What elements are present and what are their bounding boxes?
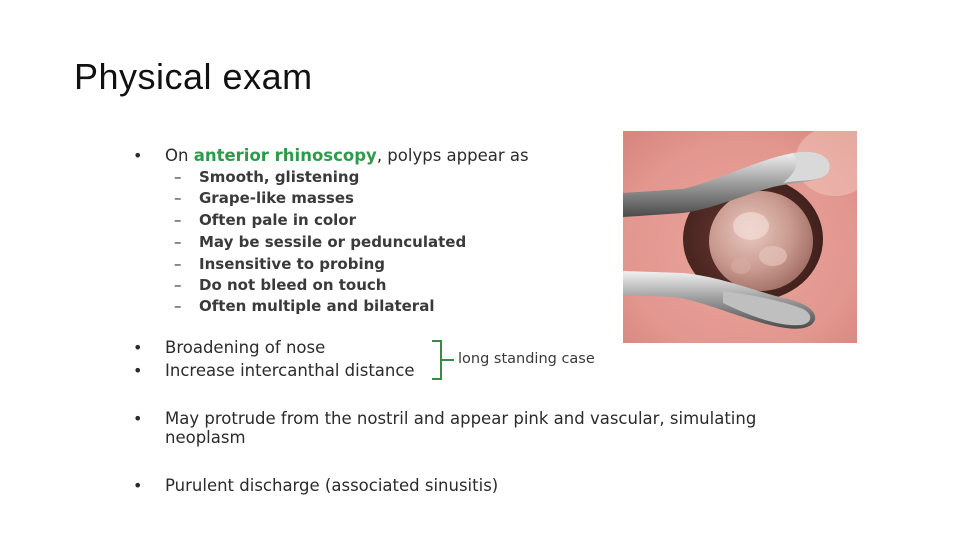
slide-title: Physical exam bbox=[74, 56, 313, 97]
feature-item: Often multiple and bilateral bbox=[199, 297, 435, 315]
feature-item: Do not bleed on touch bbox=[199, 276, 387, 294]
feature-item: Often pale in color bbox=[199, 211, 357, 229]
dash-marker: – bbox=[174, 233, 182, 251]
bullet-marker: • bbox=[133, 338, 143, 357]
intro-suffix: , polyps appear as bbox=[376, 146, 529, 165]
rhinoscopy-photo bbox=[623, 131, 857, 343]
protrude-line-2: neoplasm bbox=[165, 428, 246, 447]
long-standing-note: long standing case bbox=[458, 351, 595, 367]
long-standing-item: Broadening of nose bbox=[165, 338, 326, 357]
bullet-marker: • bbox=[133, 476, 143, 495]
feature-item: May be sessile or pedunculated bbox=[199, 233, 467, 251]
intro-prefix: On bbox=[165, 146, 194, 165]
dash-marker: – bbox=[174, 168, 182, 186]
dash-marker: – bbox=[174, 211, 182, 229]
bullet-marker: • bbox=[133, 409, 143, 428]
dash-marker: – bbox=[174, 297, 182, 315]
dash-marker: – bbox=[174, 276, 182, 294]
intro-line bbox=[165, 146, 529, 166]
long-standing-item: Increase intercanthal distance bbox=[165, 361, 415, 380]
feature-item: Smooth, glistening bbox=[199, 168, 360, 186]
dash-marker: – bbox=[174, 189, 182, 207]
protrude-line-1: May protrude from the nostril and appear pink and vascular, simulating bbox=[165, 409, 757, 428]
bracket-pointer bbox=[442, 359, 454, 361]
discharge-line: Purulent discharge (associated sinusitis) bbox=[165, 476, 499, 495]
bullet-marker: • bbox=[133, 146, 143, 165]
dash-marker: – bbox=[174, 255, 182, 273]
feature-item: Insensitive to probing bbox=[199, 255, 386, 273]
feature-item: Grape-like masses bbox=[199, 189, 354, 207]
intro-highlight: anterior rhinoscopy bbox=[193, 146, 377, 165]
grouping-bracket bbox=[432, 340, 442, 380]
bullet-marker: • bbox=[133, 361, 143, 380]
